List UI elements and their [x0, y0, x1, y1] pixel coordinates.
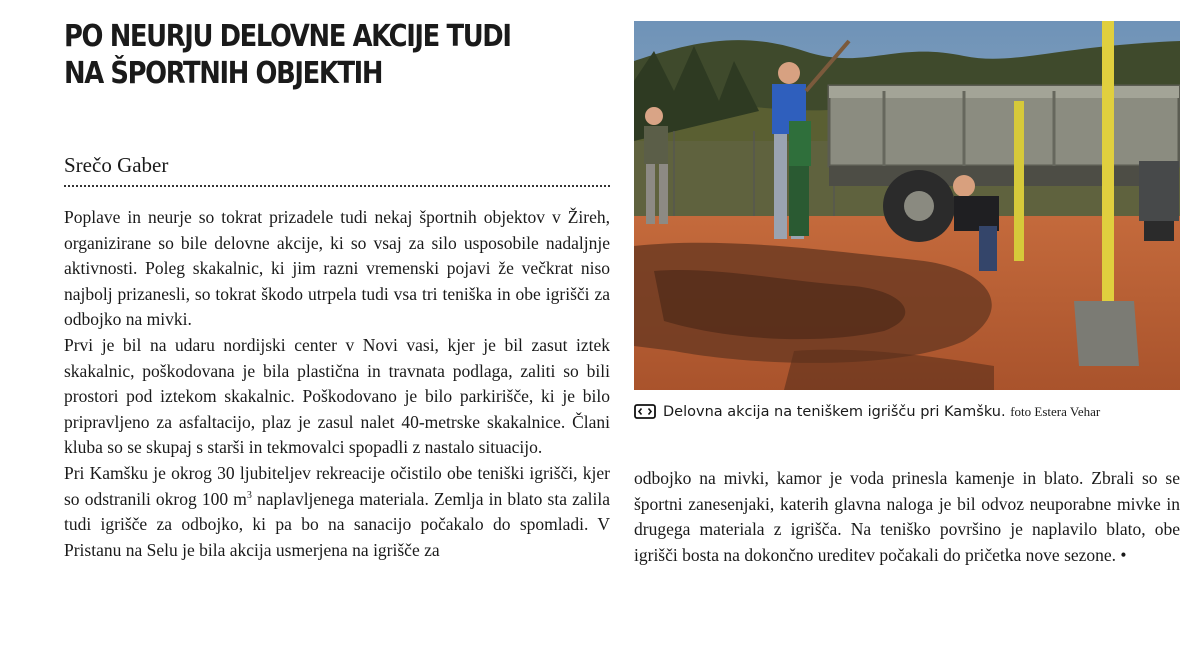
- article-body-left-column: [64, 205, 610, 563]
- article-author: Srečo Gaber: [64, 153, 169, 177]
- paragraph-3-text-a: Pri Kamšku je okrog 30 ljubiteljev rekreacije očistilo obe teniški igrišči, kjer so odstranili okrog 100 m: [64, 462, 610, 509]
- article-body-right-column: [634, 466, 1180, 568]
- paragraph-3: [64, 461, 610, 563]
- paragraph-3-text-b: naplavljenega materiala. Zemlja in blato sta zalila tudi igrišče za odbojko, ki pa bo na sanacijo počakalo do spomladi. V Pristanu na Selu je bila akcija usmerjena na igrišče za: [64, 488, 610, 560]
- paragraph-2: Prvi je bil na udaru nordijski center v Novi vasi, kjer je bil zasut iztek skakalnic, poškodovana je bila plastična in travnata podlaga, zaliti so bili prostori pod iztekom skakalnic. Poškodovano je bilo parkirišče, ki je bilo pripravljeno za asfaltacijo, plaz je zasul nalet 40-metrske skakalnice. Člani kluba so se skupaj s starši in tekmovalci spopadli z nastalo situacijo.: [64, 334, 610, 458]
- superscript-3: 3: [246, 489, 252, 501]
- article-title: PO NEURJU DELOVNE AKCIJE TUDI NA ŠPORTNIH OBJEKTIH: [64, 19, 511, 91]
- caption-text: Delovna akcija na teniškem igrišču pri Kamšku.: [663, 404, 1006, 420]
- paragraph-1: Poplave in neurje so tokrat prizadele tudi nekaj športnih objektov v Žireh, organizirane so bile delovne akcije, ki so vsaj za silo usposobile nadaljnje aktivnosti. Poleg skakalnic, ki jim razni vremenski pojavi že večkrat niso najbolj prizanesli, so tokrat škodo utrpela tudi vsa tri teniška in obe igrišči za odbojko na mivki.: [64, 207, 610, 330]
- work-action-photo: [634, 21, 1180, 390]
- article-photo: [634, 21, 1180, 390]
- camera-icon: [634, 404, 656, 425]
- paragraph-continuation: odbojko na mivki, kamor je voda prinesla kamenje in blato. Zbrali so se športni zanesenjaki, katerih glavna naloga je bil odvoz neuporabne mivke in drugega materiala z igrišča. Na teniško površino je naplavilo blato, obe igrišči bosta na dokončno ureditev počakali do pričetka nove sezone. •: [634, 468, 1180, 565]
- photo-caption: [634, 402, 1194, 425]
- dotted-divider: [64, 185, 610, 187]
- photo-credit: foto Estera Vehar: [1010, 404, 1101, 419]
